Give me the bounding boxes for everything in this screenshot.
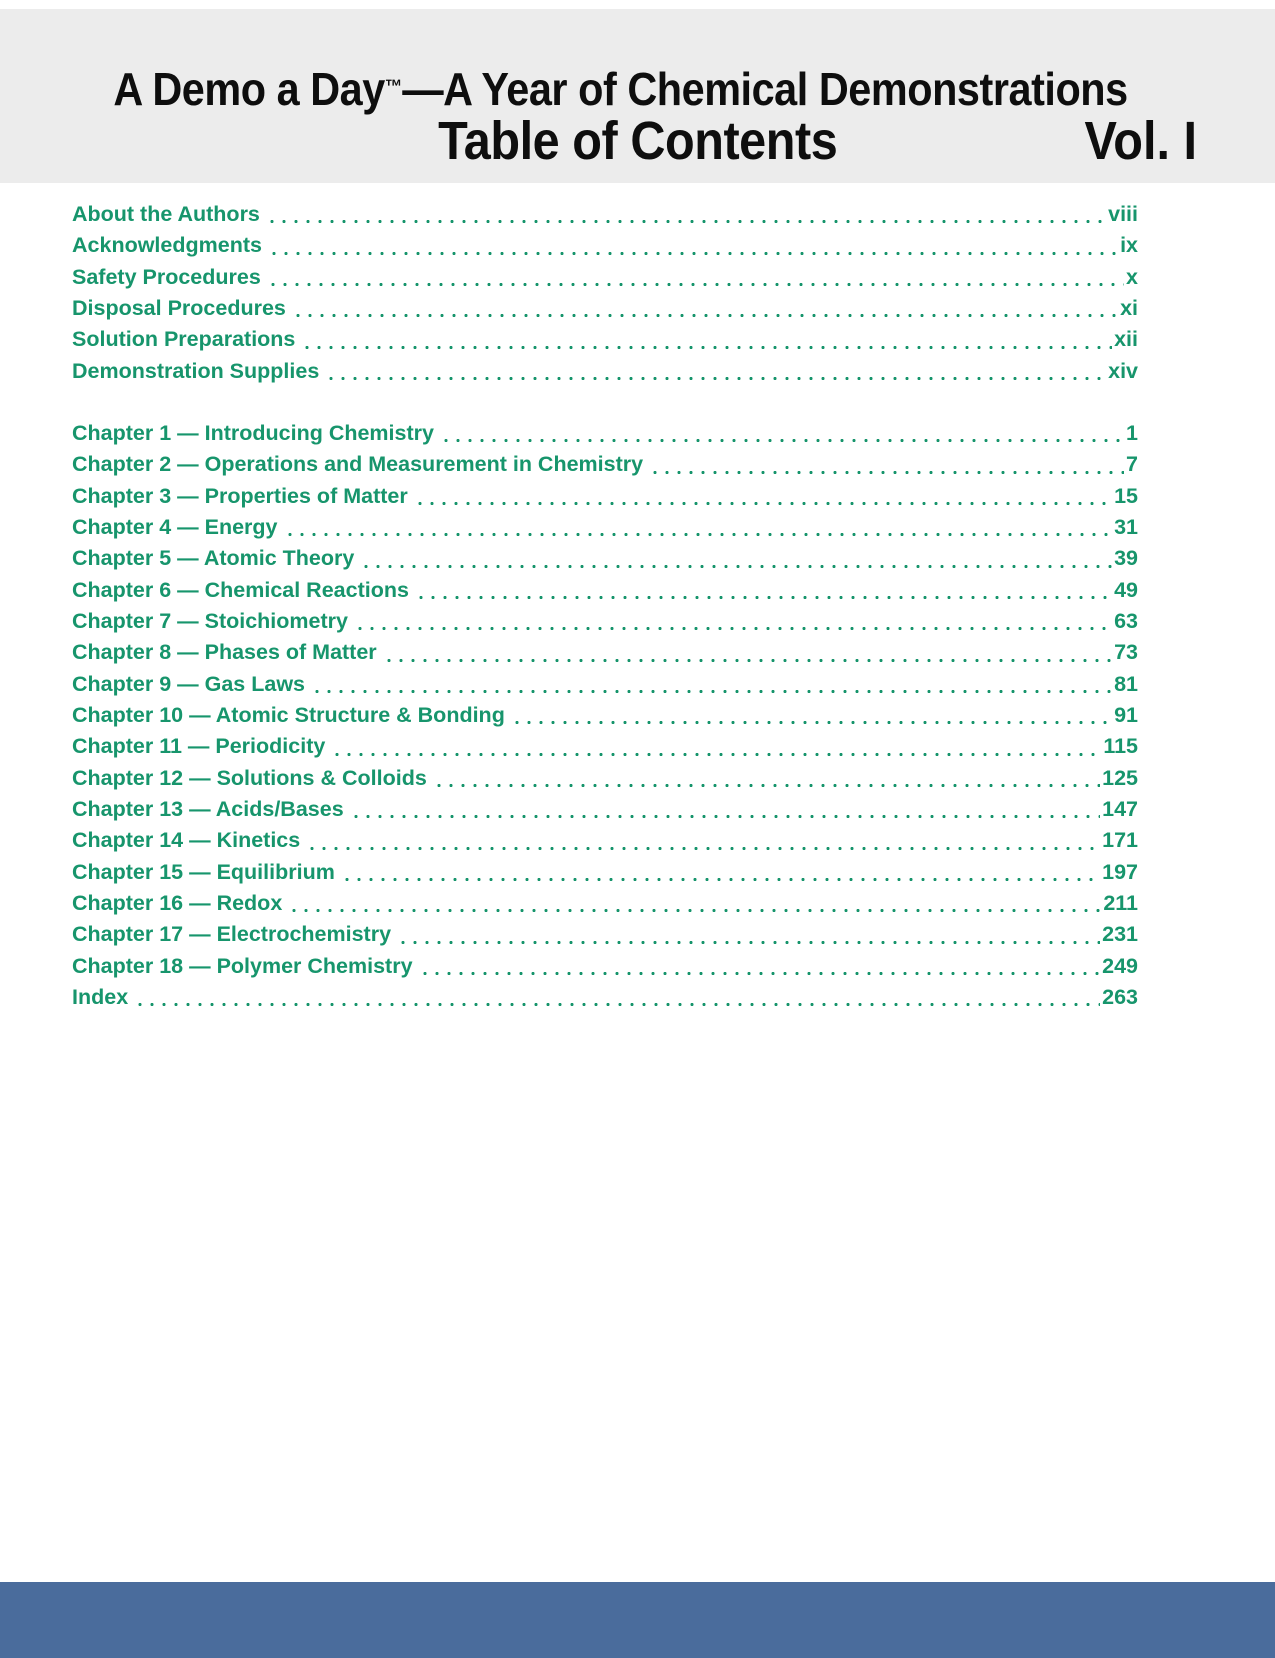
toc-row xyxy=(72,637,1138,668)
toc-entry-label: Index xyxy=(72,984,129,1009)
toc-row xyxy=(72,669,1138,700)
toc-row xyxy=(72,356,1138,387)
toc-row xyxy=(72,199,1138,230)
toc-dot-leader xyxy=(301,324,1112,355)
toc-dot-leader xyxy=(266,199,1106,230)
book-title xyxy=(0,63,1275,115)
toc-page-number: 197 xyxy=(1102,859,1138,884)
toc-page-number: xi xyxy=(1120,295,1138,320)
header-band xyxy=(0,9,1275,183)
book-title-part1: A Demo a Day xyxy=(113,63,385,115)
toc-row xyxy=(72,857,1138,888)
toc-row xyxy=(72,324,1138,355)
toc-entry-label: Chapter 18 — Polymer Chemistry xyxy=(72,953,413,978)
toc-row xyxy=(72,919,1138,950)
toc-entry-label: Chapter 17 — Electrochemistry xyxy=(72,922,392,947)
toc-dot-leader xyxy=(649,449,1124,480)
toc-dot-leader xyxy=(331,731,1101,762)
toc-page-number: 231 xyxy=(1102,922,1138,947)
toc-page-number: 39 xyxy=(1114,546,1138,571)
toc-dot-leader xyxy=(354,606,1112,637)
toc-entry-label: Chapter 15 — Equilibrium xyxy=(72,859,335,884)
toc-dot-leader xyxy=(360,543,1112,574)
trademark-symbol: ™ xyxy=(384,77,403,99)
book-title-part2: —A Year of Chemical Demonstrations xyxy=(402,63,1128,115)
toc-entry-label: Chapter 12 — Solutions & Colloids xyxy=(72,765,427,790)
toc-page-number: 263 xyxy=(1102,984,1138,1009)
toc-row xyxy=(72,982,1138,1013)
volume-label xyxy=(1072,111,1197,171)
toc-page-number: xii xyxy=(1114,327,1138,352)
toc-dot-leader xyxy=(440,418,1124,449)
toc-entry-label: Chapter 4 — Energy xyxy=(72,514,278,539)
toc-row xyxy=(72,763,1138,794)
toc-dot-leader xyxy=(306,825,1100,856)
page-title-text: Table of Contents xyxy=(437,111,838,171)
toc-page-number: 211 xyxy=(1103,890,1138,915)
toc-dot-leader xyxy=(350,794,1100,825)
toc-row xyxy=(72,700,1138,731)
toc-row xyxy=(72,543,1138,574)
toc-entry-label: Chapter 11 — Periodicity xyxy=(72,734,326,759)
toc-row xyxy=(72,606,1138,637)
toc-entry-label: Chapter 3 — Properties of Matter xyxy=(72,483,408,508)
toc-row xyxy=(72,512,1138,543)
toc-row xyxy=(72,825,1138,856)
toc-entry-label: Chapter 10 — Atomic Structure & Bonding xyxy=(72,702,505,727)
footer-band xyxy=(0,1582,1275,1658)
toc-entry-label: Chapter 1 — Introducing Chemistry xyxy=(72,420,434,445)
toc-page-number: viii xyxy=(1108,202,1138,226)
toc-row xyxy=(72,449,1138,480)
toc-entry-label: Solution Preparations xyxy=(72,327,296,352)
toc-page-number: 147 xyxy=(1102,796,1138,821)
toc-row xyxy=(72,575,1138,606)
volume-label-text: Vol. I xyxy=(1084,111,1197,171)
toc-page-number: 249 xyxy=(1102,953,1138,978)
toc-entry-label: Chapter 14 — Kinetics xyxy=(72,828,301,853)
toc-dot-leader xyxy=(311,669,1112,700)
toc-page-number: 115 xyxy=(1103,734,1138,759)
toc-page-number: 1 xyxy=(1126,420,1138,445)
toc-page-number: x xyxy=(1126,264,1138,289)
toc-dot-leader xyxy=(383,637,1112,668)
toc-row xyxy=(72,888,1138,919)
table-of-contents xyxy=(72,199,1138,1013)
toc-dot-leader xyxy=(419,951,1101,982)
toc-page-number: 125 xyxy=(1102,765,1138,790)
toc-row xyxy=(72,293,1138,324)
toc-row xyxy=(72,262,1138,293)
toc-page-number: 63 xyxy=(1114,608,1138,633)
toc-entry-label: Chapter 13 — Acids/Bases xyxy=(72,796,344,821)
toc-dot-leader xyxy=(284,512,1113,543)
toc-page-number: 91 xyxy=(1114,702,1138,727)
toc-entry-label: Chapter 7 — Stoichiometry xyxy=(72,608,348,633)
toc-row xyxy=(72,481,1138,512)
toc-entry-label: Safety Procedures xyxy=(72,264,261,289)
book-title-text xyxy=(113,63,1128,115)
toc-entry-label: Chapter 6 — Chemical Reactions xyxy=(72,577,409,602)
toc-page-number: xiv xyxy=(1108,358,1138,383)
toc-entry-label: Chapter 2 — Operations and Measurement in Chemistry xyxy=(72,452,644,477)
toc-entry-label: About the Authors xyxy=(72,202,260,226)
chapter-list xyxy=(72,418,1138,1013)
toc-row xyxy=(72,731,1138,762)
toc-entry-label: Demonstration Supplies xyxy=(72,358,320,383)
toc-entry-label: Disposal Procedures xyxy=(72,295,286,320)
toc-page-number: 73 xyxy=(1114,640,1138,665)
toc-entry-label: Chapter 5 — Atomic Theory xyxy=(72,546,355,571)
toc-dot-leader xyxy=(414,481,1112,512)
toc-dot-leader xyxy=(268,230,1118,261)
toc-entry-label: Chapter 8 — Phases of Matter xyxy=(72,640,377,665)
toc-page-number: 81 xyxy=(1114,671,1138,696)
toc-page-number: ix xyxy=(1120,233,1138,258)
toc-dot-leader xyxy=(288,888,1101,919)
toc-dot-leader xyxy=(292,293,1118,324)
toc-row xyxy=(72,418,1138,449)
toc-dot-leader xyxy=(325,356,1106,387)
front-matter-list xyxy=(72,199,1138,387)
toc-page-number: 15 xyxy=(1114,483,1138,508)
toc-dot-leader xyxy=(511,700,1112,731)
toc-entry-label: Chapter 9 — Gas Laws xyxy=(72,671,305,696)
toc-row xyxy=(72,794,1138,825)
toc-entry-label: Chapter 16 — Redox xyxy=(72,890,283,915)
toc-entry-label: Acknowledgments xyxy=(72,233,262,258)
toc-row xyxy=(72,951,1138,982)
toc-page-number: 7 xyxy=(1126,452,1138,477)
toc-page-number: 31 xyxy=(1114,514,1138,539)
toc-dot-leader xyxy=(433,763,1100,794)
toc-dot-leader xyxy=(267,262,1124,293)
toc-page-number: 49 xyxy=(1114,577,1138,602)
toc-dot-leader xyxy=(341,857,1100,888)
toc-dot-leader xyxy=(415,575,1112,606)
toc-page-number: 171 xyxy=(1102,828,1138,853)
toc-dot-leader xyxy=(134,982,1100,1013)
toc-row xyxy=(72,230,1138,261)
toc-dot-leader xyxy=(397,919,1100,950)
